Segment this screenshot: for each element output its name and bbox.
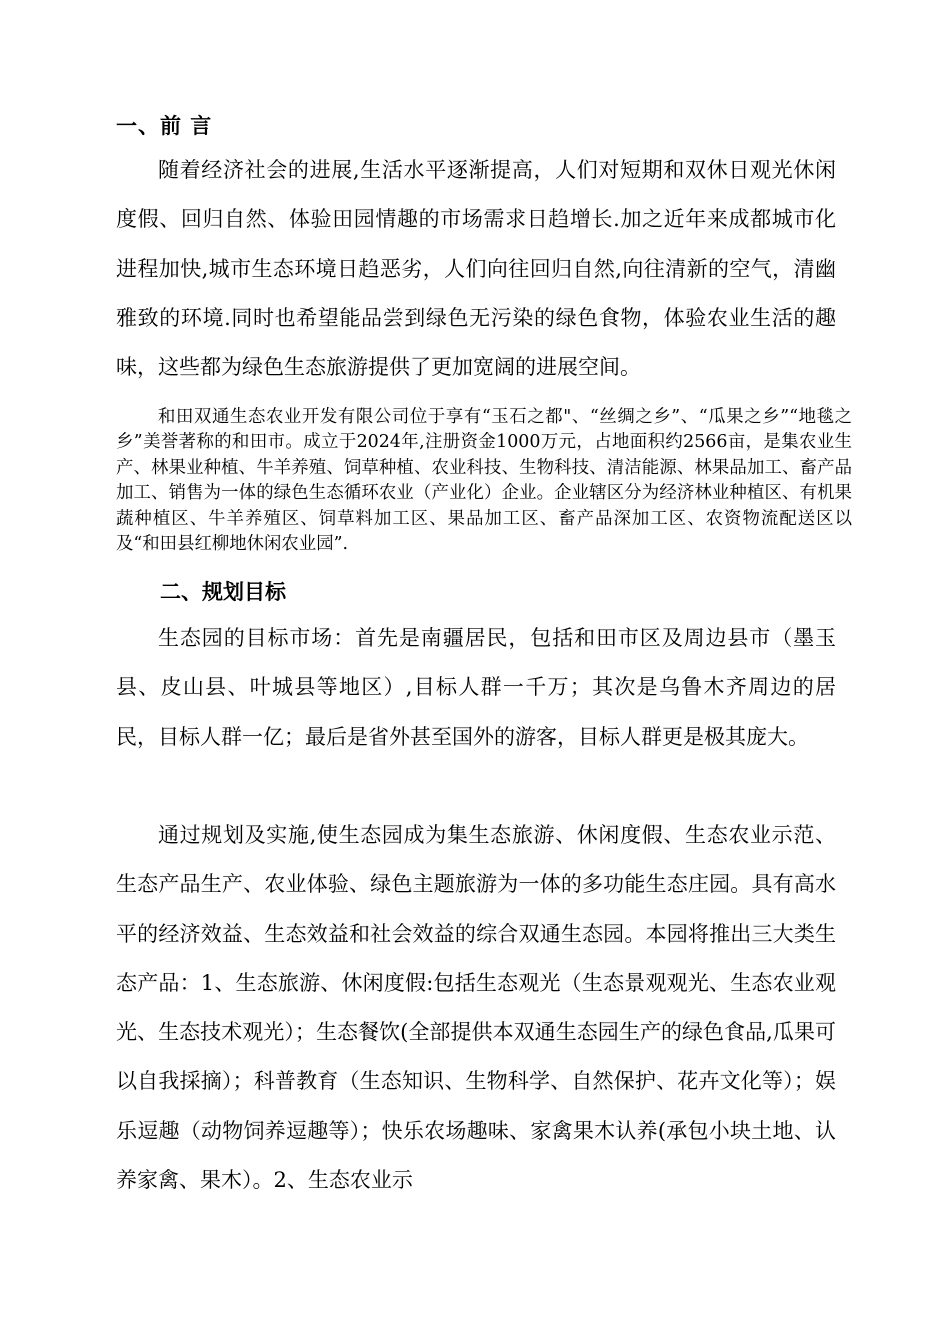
planning-goals-paragraph-1: 生态园的目标市场：首先是南疆居民，包括和田市区及周边县市（墨玉县、皮山县、叶城县等地区）,目标人群一千万；其次是乌鲁木齐周边的居民，目标人群一亿；最后是省外甚至国外的游客，目标人群更是极其庞大。 [116,626,836,749]
section-heading-preface: 一、前 言 [116,114,213,138]
planning-goals-paragraph-2: 通过规划及实施,使生态园成为集生态旅游、休闲度假、生态农业示范、生态产品生产、农业体验、绿色主题旅游为一体的多功能生态庄园。具有高水平的经济效益、生态效益和社会效益的综合双通生态园。本园将推出三大类生态产品：1、生态旅游、休闲度假:包括生态观光（生态景观观光、生态农业观光、生态技术观光）；生态餐饮(全部提供本双通生态园生产的绿色食品,瓜果可以自我採摘）；科普教育（生态知识、生物科学、自然保护、花卉文化等）；娱乐逗趣（动物饲养逗趣等）；快乐农场趣味、家禽果木认养(承包小块土地、认养家禽、果木）。2、生态农业示 [116,823,836,1193]
preface-paragraph-1: 随着经济社会的进展,生活水平逐渐提高，人们对短期和双休日观光休闲度假、回归自然、体验田园情趣的市场需求日趋增长.加之近年来成都城市化进程加快,城市生态环境日趋恶劣，人们向往回归自然,向往清新的空气，清幽雅致的环境.同时也希望能品尝到绿色无污染的绿色食物，体验农业生活的趣味，这些都为绿色生态旅游提供了更加宽阔的进展空间。 [116,158,836,380]
section-heading-planning-goals: 二、规划目标 [160,580,286,604]
company-intro-paragraph: 和田双通生态农业开发有限公司位于享有“玉石之都"、“丝绸之乡”、“瓜果之乡”“地毯之乡”美誉著称的和田市。成立于2024年,注册资金1000万元，占地面积约2566亩，是集农业生产、林果业种植、牛羊养殖、饲草种植、农业科技、生物科技、清洁能源、林果品加工、畜产品加工、销售为一体的绿色生态循环农业（产业化）企业。企业辖区分为经济林业种植区、有机果蔬种植区、牛羊养殖区、饲草料加工区、果品加工区、畜产品深加工区、农资物流配送区以及“和田县红柳地休闲农业园”. [116,407,852,555]
